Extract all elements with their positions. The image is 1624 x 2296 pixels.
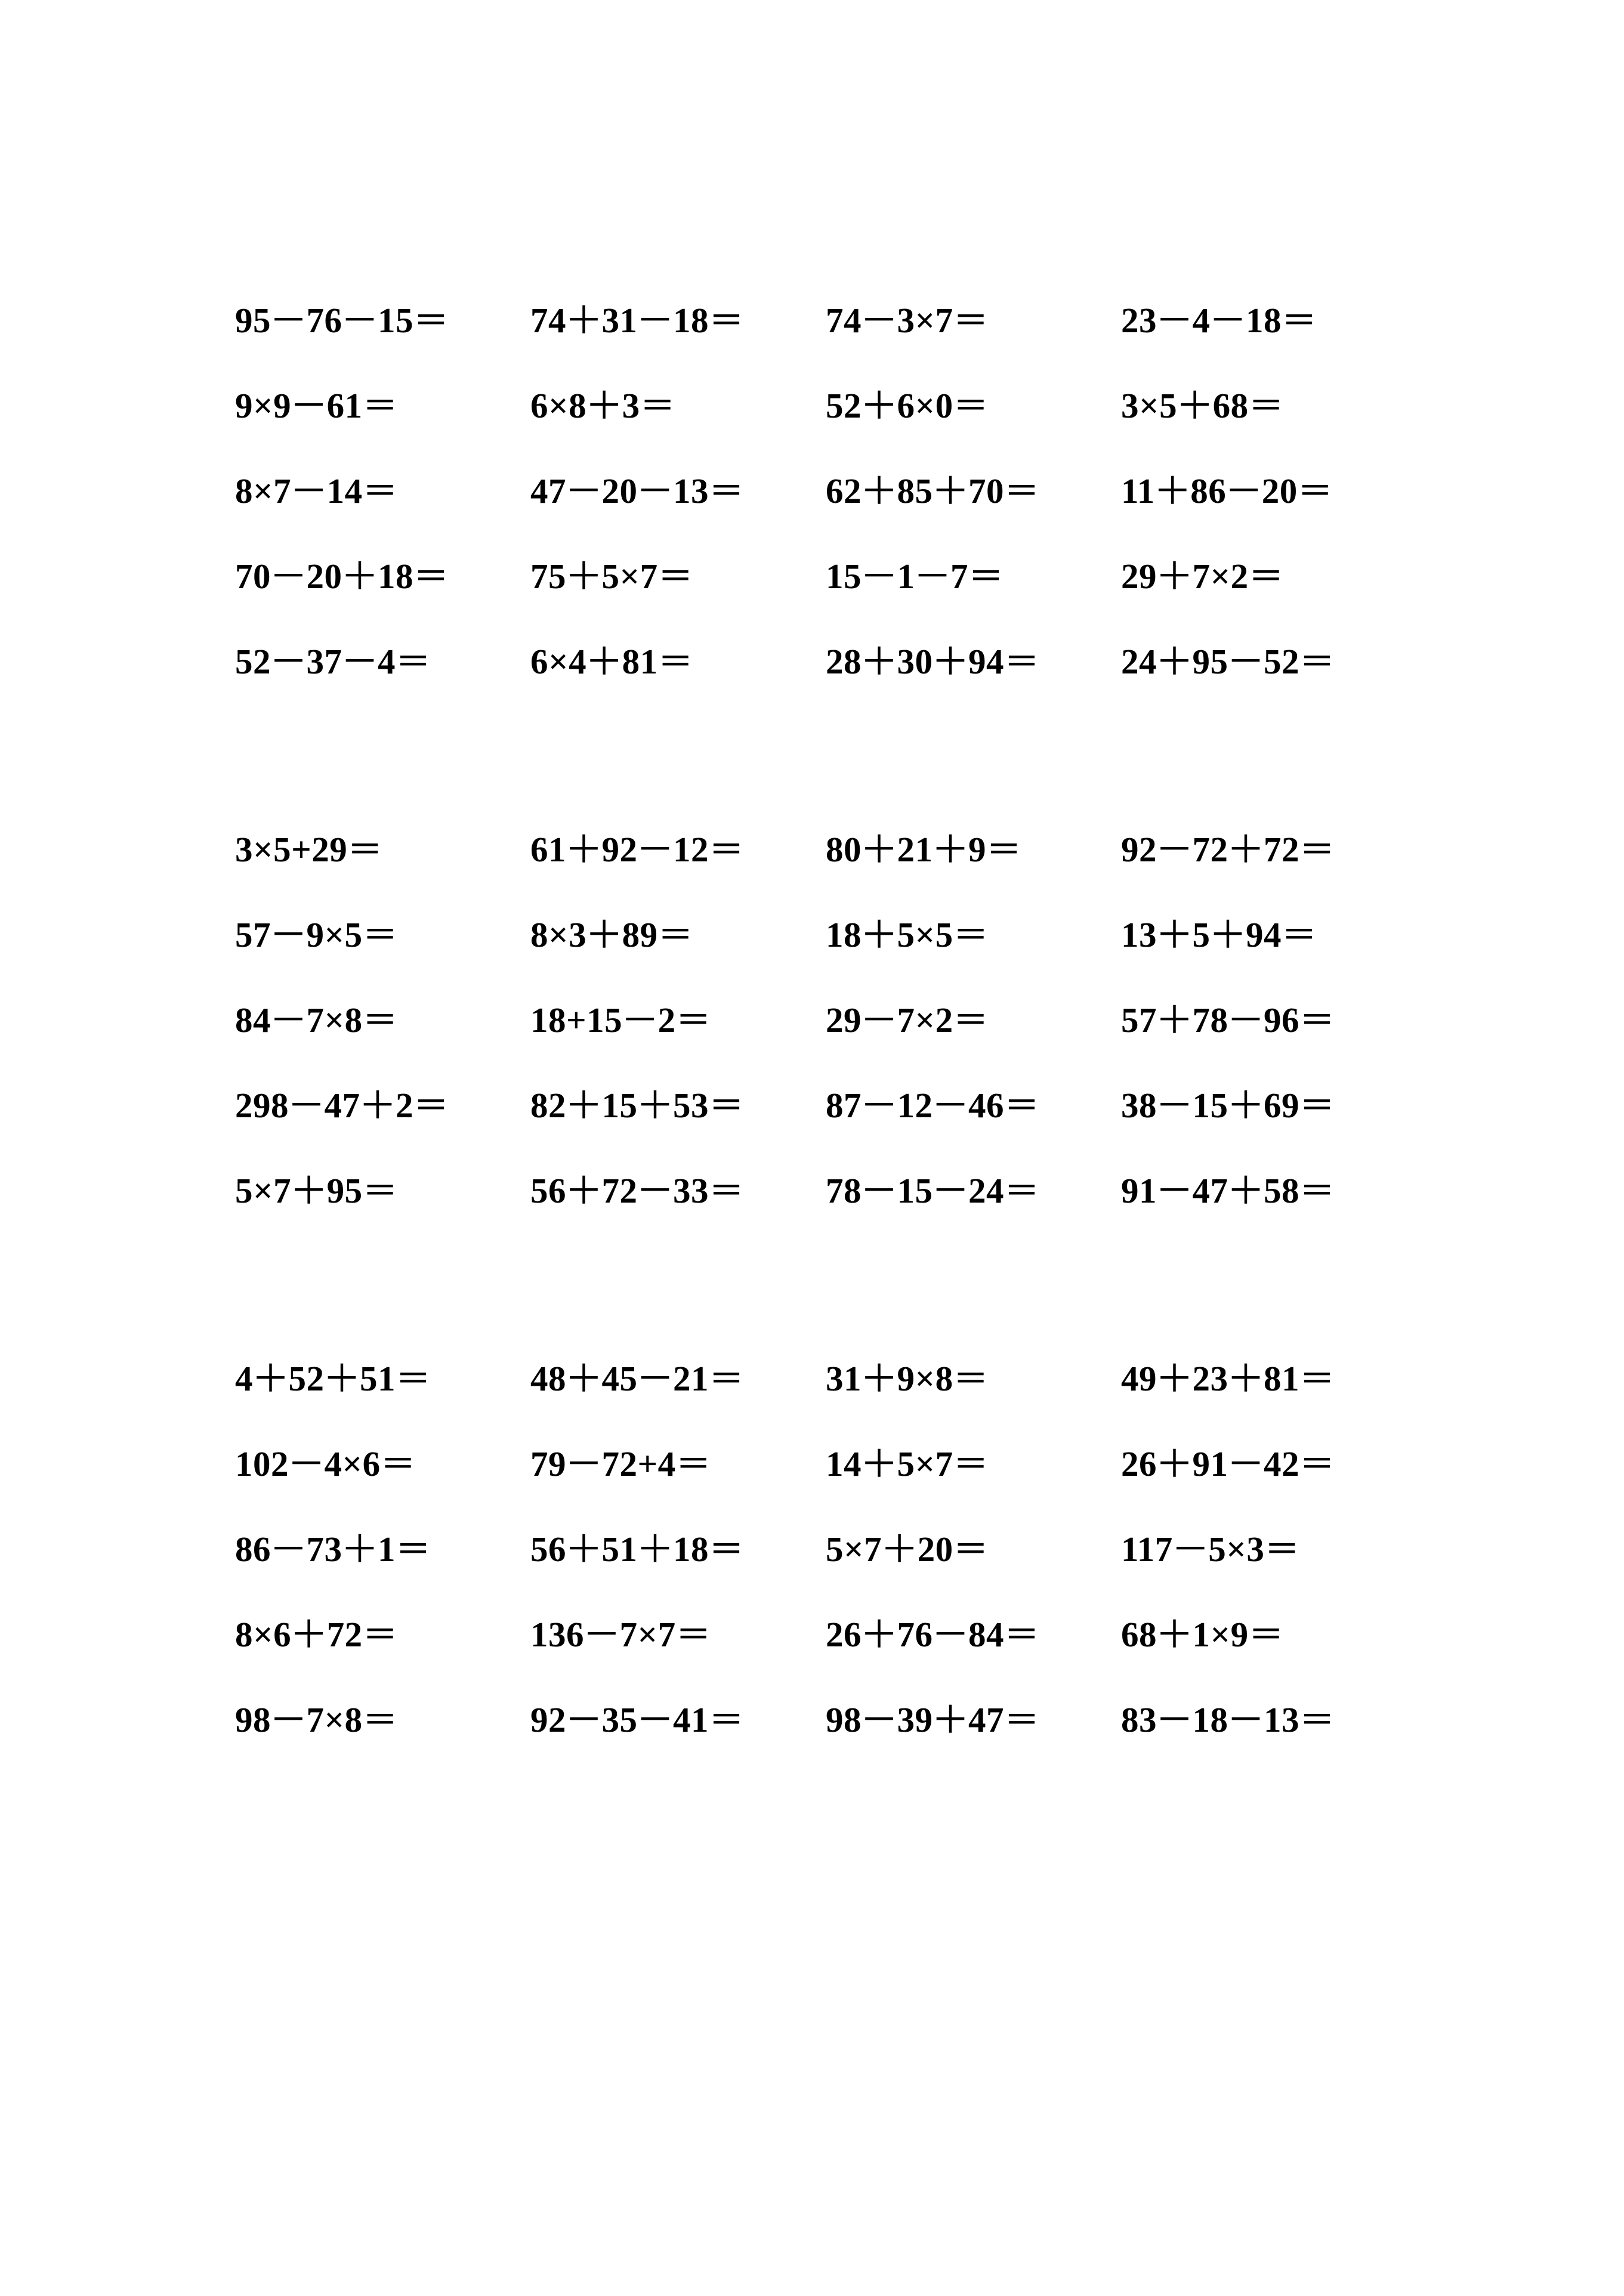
problem-cell: 84－7×8＝ xyxy=(235,1000,399,1040)
problem-cell: 52－37－4＝ xyxy=(235,642,431,681)
problem-cell: 56＋51＋18＝ xyxy=(530,1529,745,1569)
problem-cell: 98－7×8＝ xyxy=(235,1700,399,1739)
problem-cell: 26＋76－84＝ xyxy=(826,1615,1040,1654)
problem-cell: 82＋15＋53＝ xyxy=(530,1086,745,1125)
problem-cell: 102－4×6＝ xyxy=(235,1444,416,1484)
problem-cell: 11＋86－20＝ xyxy=(1121,471,1333,511)
problem-cell: 80＋21＋9＝ xyxy=(826,830,1022,869)
problem-cell: 31＋9×8＝ xyxy=(826,1359,989,1398)
problem-cell: 78－15－24＝ xyxy=(826,1171,1040,1210)
problem-cell: 29－7×2＝ xyxy=(826,1000,989,1040)
problem-cell: 14＋5×7＝ xyxy=(826,1444,989,1484)
problem-row xyxy=(235,1063,1445,1148)
problem-cell: 136－7×7＝ xyxy=(530,1615,712,1654)
problem-block-3 xyxy=(235,1336,1445,1763)
problem-cell: 6×8＋3＝ xyxy=(530,386,676,425)
problem-cell: 4＋52＋51＝ xyxy=(235,1359,431,1398)
problem-row xyxy=(235,1422,1445,1507)
problem-cell: 68＋1×9＝ xyxy=(1121,1615,1285,1654)
problem-cell: 23－4－18＝ xyxy=(1121,301,1317,340)
problem-cell: 74－3×7＝ xyxy=(826,301,989,340)
problem-cell: 95－76－15＝ xyxy=(235,301,449,340)
problem-row xyxy=(235,892,1445,978)
problem-cell: 13＋5＋94＝ xyxy=(1121,915,1317,954)
problem-cell: 86－73＋1＝ xyxy=(235,1529,431,1569)
problem-row xyxy=(235,363,1445,449)
problem-cell: 15－1－7＝ xyxy=(826,557,1004,596)
problem-cell: 57＋78－96＝ xyxy=(1121,1000,1335,1040)
problem-cell: 74＋31－18＝ xyxy=(530,301,745,340)
problem-cell: 29＋7×2＝ xyxy=(1121,557,1285,596)
problem-cell: 9×9－61＝ xyxy=(235,386,399,425)
problem-block-1 xyxy=(235,278,1445,704)
problem-cell: 48＋45－21＝ xyxy=(530,1359,745,1398)
problem-row xyxy=(235,1507,1445,1592)
problem-row xyxy=(235,1592,1445,1677)
problem-cell: 298－47＋2＝ xyxy=(235,1086,449,1125)
problem-cell: 47－20－13＝ xyxy=(530,471,745,511)
problem-row xyxy=(235,619,1445,704)
problem-cell: 3×5＋68＝ xyxy=(1121,386,1285,425)
problem-cell: 8×7－14＝ xyxy=(235,471,399,511)
problem-cell: 18＋5×5＝ xyxy=(826,915,989,954)
problem-cell: 92－72＋72＝ xyxy=(1121,830,1335,869)
problem-cell: 38－15＋69＝ xyxy=(1121,1086,1335,1125)
problem-cell: 70－20＋18＝ xyxy=(235,557,449,596)
problem-row xyxy=(235,534,1445,619)
problem-cell: 92－35－41＝ xyxy=(530,1700,745,1739)
problem-cell: 8×3＋89＝ xyxy=(530,915,694,954)
problem-cell: 5×7＋95＝ xyxy=(235,1171,399,1210)
problem-cell: 75＋5×7＝ xyxy=(530,557,694,596)
problem-cell: 83－18－13＝ xyxy=(1121,1700,1335,1739)
problem-cell: 28＋30＋94＝ xyxy=(826,642,1040,681)
problem-cell: 49＋23＋81＝ xyxy=(1121,1359,1335,1398)
problem-row xyxy=(235,1336,1445,1422)
problem-cell: 3×5+29＝ xyxy=(235,830,383,869)
problem-cell: 57－9×5＝ xyxy=(235,915,399,954)
problem-row xyxy=(235,449,1445,534)
problem-cell: 56＋72－33＝ xyxy=(530,1171,745,1210)
problem-cell: 62＋85＋70＝ xyxy=(826,471,1040,511)
problem-cell: 24＋95－52＝ xyxy=(1121,642,1335,681)
problem-block-2 xyxy=(235,807,1445,1234)
problem-cell: 79－72+4＝ xyxy=(530,1444,712,1484)
problem-cell: 91－47＋58＝ xyxy=(1121,1171,1335,1210)
problem-row xyxy=(235,1148,1445,1234)
problem-cell: 6×4＋81＝ xyxy=(530,642,694,681)
problem-cell: 5×7＋20＝ xyxy=(826,1529,989,1569)
problem-cell: 61＋92－12＝ xyxy=(530,830,745,869)
problem-cell: 26＋91－42＝ xyxy=(1121,1444,1335,1484)
problem-row xyxy=(235,1677,1445,1763)
problem-row xyxy=(235,978,1445,1063)
problem-row xyxy=(235,278,1445,363)
problem-row xyxy=(235,807,1445,892)
problem-cell: 117－5×3＝ xyxy=(1121,1529,1300,1569)
problem-cell: 98－39＋47＝ xyxy=(826,1700,1040,1739)
problem-cell: 18+15－2＝ xyxy=(530,1000,712,1040)
problem-cell: 87－12－46＝ xyxy=(826,1086,1040,1125)
problem-cell: 52＋6×0＝ xyxy=(826,386,989,425)
problem-cell: 8×6＋72＝ xyxy=(235,1615,399,1654)
